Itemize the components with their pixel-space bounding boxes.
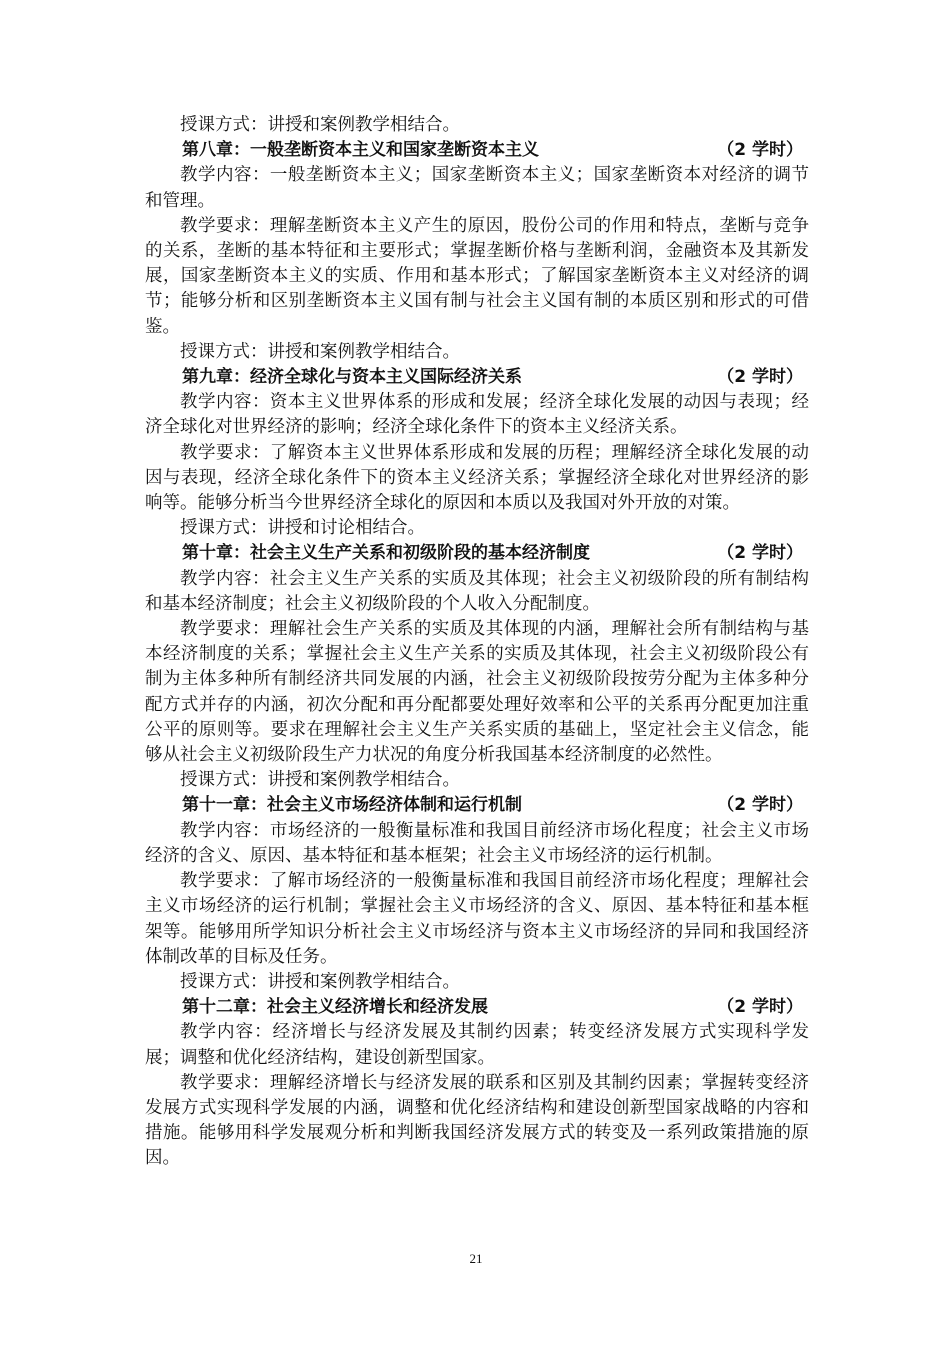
body-paragraph: 教学要求：理解垄断资本主义产生的原因，股份公司的作用和特点，垄断与竞争的关系，垄断的基本特征和主要形式；掌握垄断价格与垄断利润，金融资本及其新发展，国家垄断资本主义的实质、作用和基本形式；了解国家垄断资本主义对经济的调节；能够分析和区别垄断资本主义国有制与社会主义国有制的本质区别和形式的可借鉴。 bbox=[145, 215, 809, 337]
chapter-heading bbox=[145, 541, 809, 566]
chapter-title: 第八章：一般垄断资本主义和国家垄断资本主义 bbox=[182, 140, 539, 161]
body-paragraph: 教学要求：了解市场经济的一般衡量标准和我国目前经济市场化程度；理解社会主义市场经济的运行机制；掌握社会主义市场经济的含义、原因、基本特征和基本框架等。能够用所学知识分析社会主义市场经济与资本主义市场经济的异同和我国经济体制改革的目标及任务。 bbox=[145, 871, 809, 967]
body-paragraph: 教学要求：理解经济增长与经济发展的联系和区别及其制约因素；掌握转变经济发展方式实现科学发展的内涵，调整和优化经济结构和建设创新型国家战略的内容和措施。能够用科学发展观分析和判断我国经济发展方式的转变及一系列政策措施的原因。 bbox=[145, 1072, 809, 1169]
body-paragraph: 教学内容：经济增长与经济发展及其制约因素；转变经济发展方式实现科学发展；调整和优化经济结构，建设创新型国家。 bbox=[145, 1022, 809, 1068]
body-paragraph: 授课方式：讲授和案例教学相结合。 bbox=[180, 770, 460, 791]
body-paragraph: 授课方式：讲授和案例教学相结合。 bbox=[180, 971, 460, 992]
chapter-title: 第十一章：社会主义市场经济体制和运行机制 bbox=[182, 795, 522, 816]
chapter-hours: （2 学时） bbox=[717, 795, 803, 816]
chapter-title: 第九章：经济全球化与资本主义国际经济关系 bbox=[182, 367, 522, 388]
chapter-heading bbox=[145, 793, 809, 818]
chapter-heading bbox=[145, 995, 809, 1020]
chapter-hours: （2 学时） bbox=[717, 367, 803, 388]
body-paragraph: 教学内容：社会主义生产关系的实质及其体现；社会主义初级阶段的所有制结构和基本经济制度；社会主义初级阶段的个人收入分配制度。 bbox=[145, 568, 809, 614]
chapter-heading bbox=[145, 365, 809, 390]
chapter-title: 第十章：社会主义生产关系和初级阶段的基本经济制度 bbox=[182, 543, 590, 564]
body-paragraph: 授课方式：讲授和案例教学相结合。 bbox=[180, 115, 460, 135]
chapter-hours: （2 学时） bbox=[717, 543, 803, 564]
page-content bbox=[145, 113, 809, 1172]
body-paragraph: 教学内容：一般垄断资本主义；国家垄断资本主义；国家垄断资本对经济的调节和管理。 bbox=[145, 165, 809, 211]
body-paragraph: 教学要求：理解社会生产关系的实质及其体现的内涵，理解社会所有制结构与基本经济制度的关系；掌握社会主义生产关系的实质及其体现，社会主义初级阶段公有制为主体多种所有制经济共同发展的内涵，社会主义初级阶段按劳分配为主体多种分配方式并存的内涵，初次分配和再分配都要处理好效率和公平的关系再分配更加注重公平的原则等。要求在理解社会主义生产关系实质的基础上，坚定社会主义信念，能够从社会主义初级阶段生产力状况的角度分析我国基本经济制度的必然性。 bbox=[145, 619, 809, 766]
chapter-hours: （2 学时） bbox=[717, 997, 803, 1018]
body-paragraph: 授课方式：讲授和案例教学相结合。 bbox=[180, 341, 460, 362]
body-paragraph: 教学内容：市场经济的一般衡量标准和我国目前经济市场化程度；社会主义市场经济的含义、原因、基本特征和基本框架；社会主义市场经济的运行机制。 bbox=[145, 820, 809, 866]
chapter-title: 第十二章：社会主义经济增长和经济发展 bbox=[182, 997, 488, 1018]
body-paragraph: 教学要求：了解资本主义世界体系形成和发展的历程；理解经济全球化发展的动因与表现，经济全球化条件下的资本主义经济关系；掌握经济全球化对世界经济的影响等。能够分析当今世界经济全球化的原因和本质以及我国对外开放的对策。 bbox=[145, 442, 809, 514]
page-number: 21 bbox=[469, 1251, 483, 1266]
body-paragraph: 教学内容：资本主义世界体系的形成和发展；经济全球化发展的动因与表现；经济全球化对世界经济的影响；经济全球化条件下的资本主义经济关系。 bbox=[145, 392, 809, 438]
body-paragraph: 授课方式：讲授和讨论相结合。 bbox=[180, 518, 425, 539]
chapter-hours: （2 学时） bbox=[717, 140, 803, 161]
chapter-heading bbox=[145, 138, 809, 163]
